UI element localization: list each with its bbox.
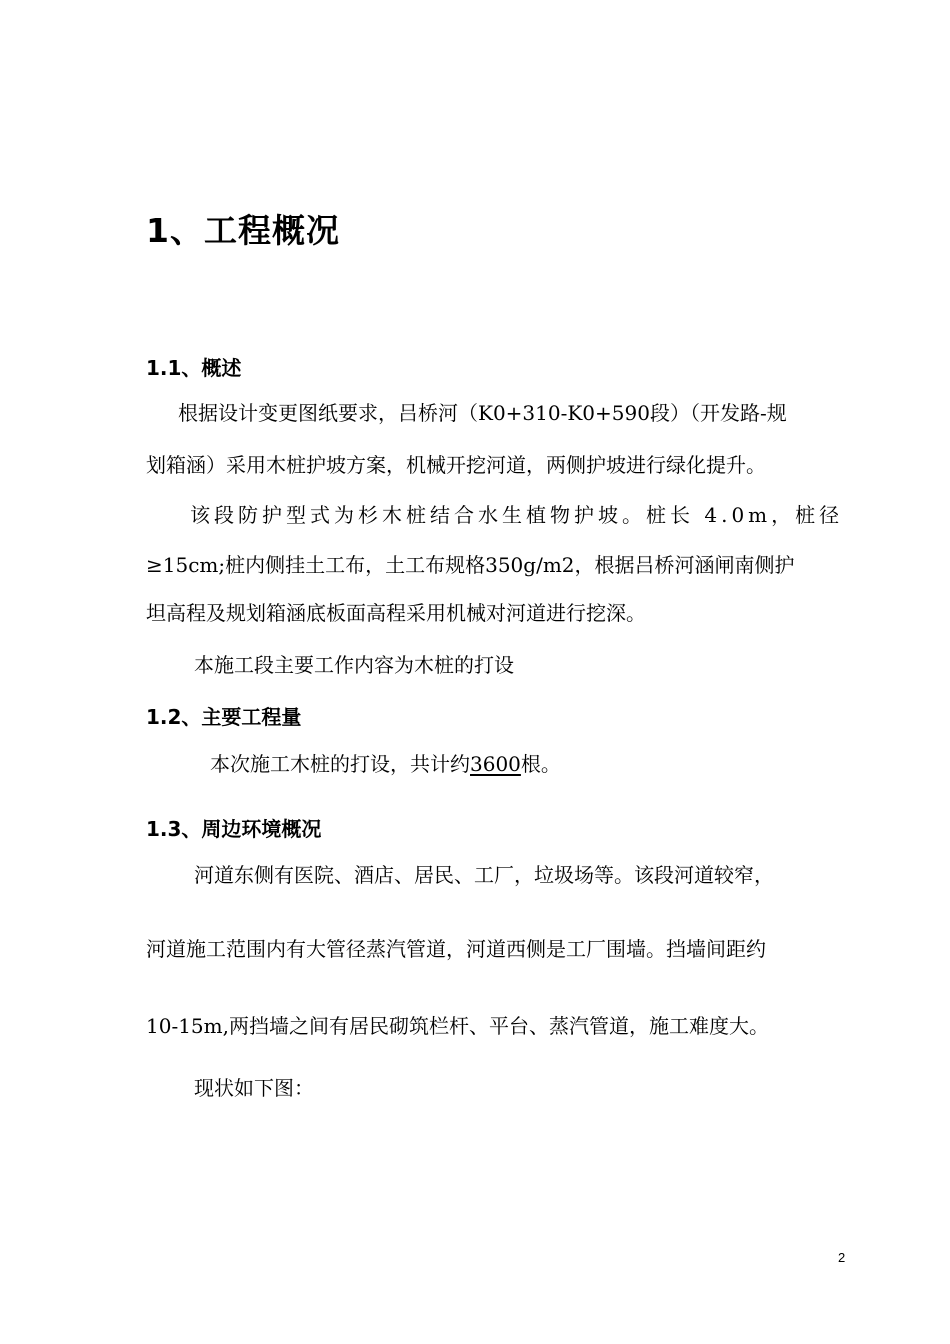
section-title-quantities: 1.2、主要工程量 [146,705,302,729]
section-title-environment: 1.3、周边环境概况 [146,817,322,841]
overview-paragraph-2-line-3: 坦高程及规划箱涵底板面高程采用机械对河道进行挖深。 [146,601,646,625]
chapter-heading: 1、工程概况 [146,211,340,250]
environment-line-2: 河道施工范围内有大管径蒸汽管道，河道西侧是工厂围墙。挡墙间距约 [146,937,766,961]
overview-paragraph-1-line-1: 根据设计变更图纸要求，吕桥河（K0+310-K0+590段）（开发路-规 [178,401,787,425]
environment-line-4: 现状如下图： [194,1076,314,1100]
environment-line-1: 河道东侧有医院、酒店、居民、工厂，垃圾场等。该段河道较窄， [194,863,774,887]
overview-paragraph-1-line-2: 划箱涵）采用木桩护坡方案，机械开挖河道，两侧护坡进行绿化提升。 [146,453,766,477]
overview-paragraph-2-line-1: 该段防护型式为杉木桩结合水生植物护坡。桩长 4.0m，桩径 [190,503,844,527]
section-title-overview: 1.1、概述 [146,356,242,380]
quantities-text-before: 本次施工木桩的打设，共计约 [210,752,470,776]
overview-paragraph-3: 本施工段主要工作内容为木桩的打设 [194,653,514,677]
quantities-text-after: 根。 [520,752,561,776]
quantities-value: 3600 [470,752,521,776]
overview-paragraph-2-line-2: ≥15cm;桩内侧挂土工布，土工布规格350g/m2，根据吕桥河涵闸南侧护 [146,553,795,577]
quantities-paragraph [210,751,561,777]
page-number: 2 [838,1250,846,1265]
environment-line-3: 10-15m,两挡墙之间有居民砌筑栏杆、平台、蒸汽管道，施工难度大。 [146,1014,769,1038]
